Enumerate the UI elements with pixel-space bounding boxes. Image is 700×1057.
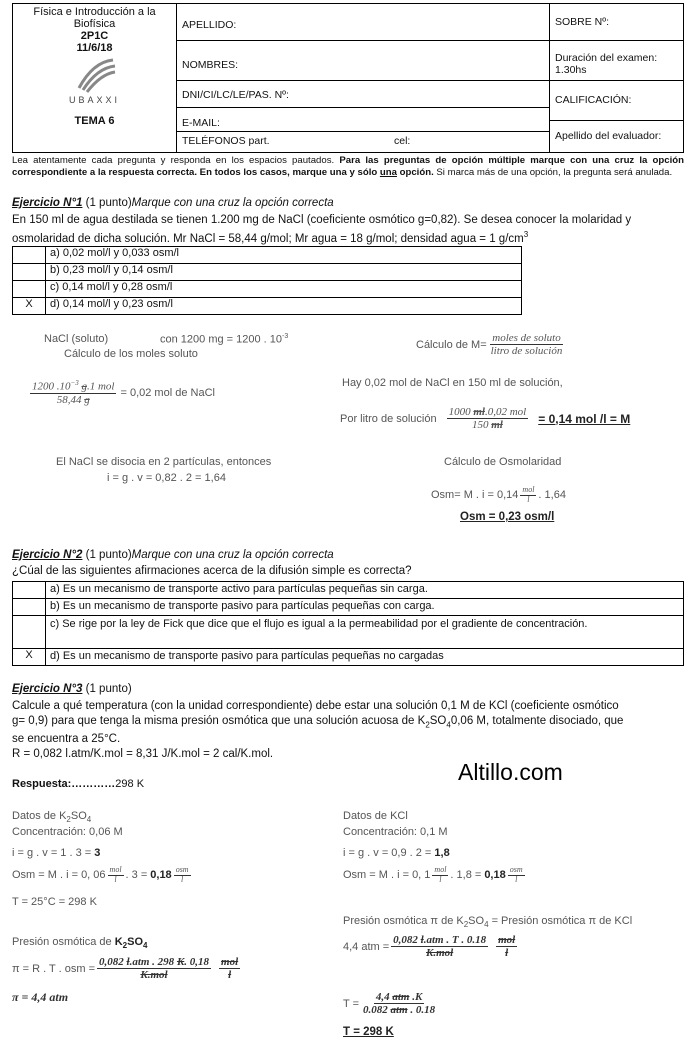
ej3-respuesta-value[interactable]: 298 K — [115, 778, 145, 790]
r-t-den-atm: atm — [390, 1004, 408, 1017]
ej1-title-line — [12, 197, 334, 209]
l-pi-u-num: mol — [221, 956, 239, 968]
course-cell — [13, 4, 177, 152]
l-osm-a: Osm = M . i = 0, 06 — [12, 869, 106, 882]
l-datos-sub2: 4 — [86, 815, 92, 825]
ej1-mark-a[interactable] — [13, 247, 46, 263]
instructions — [12, 155, 684, 179]
ej3-s2a: g= 0,9) para que tenga la misma presión osmótica que una solución acuosa de K — [12, 714, 426, 727]
r-osm-ud: l — [515, 874, 518, 884]
ej3-s3: se encuentra a 25°C. — [12, 733, 121, 746]
ej2-question: ¿Cúal de las siguientes afirmaciones acerca de la difusión simple es correcta? — [12, 565, 412, 577]
ej1-statement — [12, 213, 688, 246]
ej1-mark-c[interactable] — [13, 281, 46, 297]
w-i: i = g . v = 0,82 . 2 = 1,64 — [107, 472, 226, 484]
l-presion — [12, 936, 147, 950]
w-osm-den: l — [527, 494, 530, 504]
sobre-field: SOBRE Nº: — [549, 4, 683, 41]
ej1-mark-d[interactable]: X — [13, 298, 46, 314]
r-osm-fd: l — [439, 874, 442, 884]
telefonos-field[interactable] — [176, 132, 549, 152]
nombres-field[interactable]: NOMBRES: — [176, 41, 549, 81]
w-porlitro-label: Por litro de solución — [340, 412, 437, 425]
l-osm-b: . 3 = — [125, 869, 148, 882]
w-frac1-g: g — [81, 380, 87, 393]
telefonos-label: TELÉFONOS part. — [182, 135, 270, 147]
cel-label: cel: — [394, 135, 411, 147]
ej1-sup: 3 — [523, 229, 529, 239]
l-presion-c: SO — [127, 936, 144, 948]
r-osm-val: 0,18 — [484, 869, 506, 882]
w-calc-osm: Cálculo de Osmolaridad — [444, 456, 562, 468]
r-t-den-a: 0.082 — [363, 1004, 391, 1017]
ej2-title-line — [12, 549, 334, 561]
apellido-field[interactable]: APELLIDO: — [176, 4, 549, 41]
w-calcM-num: moles de soluto — [492, 332, 561, 344]
watermark: Altillo.com — [458, 759, 563, 785]
admin-data — [549, 4, 683, 152]
exam-date: 11/6/18 — [76, 42, 113, 54]
w-porlitro — [340, 406, 630, 431]
l-pi-u-den: l — [228, 969, 232, 982]
w-pl-res: = 0,14 mol /l = M — [538, 411, 631, 426]
l-i-text: i = g . v = 1 . 3 = — [12, 847, 95, 859]
r-eq-u-den: l — [505, 947, 509, 960]
l-datos-sub1: 2 — [66, 815, 71, 825]
w-frac1-exp: −3 — [70, 379, 79, 387]
ej1-title: Ejercicio N°1 — [12, 197, 83, 209]
w-pl-num-b: .0,02 mol — [484, 406, 527, 418]
l-pi-num-a: 0,082 — [99, 956, 124, 968]
ej1-statement-2: osmolaridad de dicha solución. Mr NaCl = 58,44 g/mol; Mr agua = 18 g/mol; densidad agua = 1 g/cm — [12, 232, 524, 245]
l-osm-fn: mol — [109, 865, 122, 874]
w-pl-num-a: 1000 — [448, 406, 471, 418]
l-pi-num-K: K — [176, 956, 185, 968]
r-eq-num-l: l — [420, 934, 424, 946]
r-eq-a: 4,4 atm = — [343, 940, 390, 953]
ej1-option-d[interactable] — [13, 298, 521, 314]
w-con-text: con 1200 mg = 1200 . 10 — [160, 333, 283, 346]
r-eq-num-a: 0,082 — [393, 934, 418, 946]
ej2-title: Ejercicio N°2 — [12, 549, 83, 561]
ej3-s2b: SO — [429, 714, 447, 727]
r-osm — [343, 866, 527, 885]
instructions-b: Para las preguntas de opción múltiple marque con una cruz la opción correspondiente a la respuesta correcta. En todos los casos, marque una y sólo — [12, 155, 684, 178]
ej3-s2sub1: 2 — [425, 719, 430, 729]
w-frac1-mol: .1 mol — [86, 380, 115, 393]
ej1-option-b[interactable] — [13, 264, 521, 281]
l-pi-num-b: .atm . 298 — [129, 956, 175, 968]
r-osm-b: . 1,8 = — [450, 869, 482, 882]
w-osm-b: . 1,64 — [538, 489, 566, 502]
ej3-title: Ejercicio N°3 — [12, 683, 83, 695]
l-osm-val: 0,18 — [150, 869, 172, 882]
ej1-mark-b[interactable] — [13, 264, 46, 280]
w-con — [160, 333, 288, 346]
ej1-option-c[interactable] — [13, 281, 521, 298]
r-i-val: 1,8 — [434, 847, 450, 859]
course-name: Física e Introducción a la Biofísica — [33, 6, 156, 30]
r-i-text: i = g . v = 0,9 . 2 = — [343, 847, 435, 859]
w-calcM-label: Cálculo de M= — [416, 338, 487, 351]
email-field[interactable]: E-MAIL: — [176, 108, 549, 132]
instructions-d: Si marca más de una opción, la pregunta será anulada. — [436, 167, 673, 178]
l-osm-ud: l — [181, 874, 184, 884]
l-datos — [12, 810, 91, 824]
w-frac1 — [28, 380, 215, 406]
w-disocia: El NaCl se disocia en 2 partículas, entonces — [56, 456, 272, 468]
calificacion: CALIFICACIÓN: — [549, 81, 683, 121]
ubaxxi-logo-icon — [73, 58, 117, 94]
ej2-option-a-text: a) Es un mecanismo de transporte activo para partículas pequeñas sin carga. — [50, 583, 428, 595]
instructions-una: una — [379, 167, 397, 178]
r-t-a: T = — [343, 997, 360, 1010]
l-i — [12, 847, 100, 859]
l-pi — [12, 956, 242, 981]
ej3-respuesta-label: Respuesta:………… — [12, 778, 116, 790]
ej3-s4: R = 0,082 l.atm/K.mol = 8,31 J/K.mol = 2 cal/K.mol. — [12, 747, 274, 760]
w-calcM-den: litro de solución — [490, 345, 563, 358]
r-eq-num-b: .atm . T . 0.18 — [423, 934, 487, 946]
l-datos-b: SO — [70, 810, 87, 822]
evaluador: Apellido del evaluador: — [555, 130, 662, 142]
ej2-option-d[interactable] — [13, 649, 683, 665]
l-i-val: 3 — [94, 847, 101, 859]
ej2-option-b-text: b) Es un mecanismo de transporte pasivo para partículas pequeñas con carga. — [50, 600, 435, 612]
w-osm-res: Osm = 0,23 osm/l — [460, 511, 555, 523]
w-osm-a: Osm= M . i = 0,14 — [431, 489, 519, 502]
r-eq-u-num: mol — [498, 934, 516, 946]
ej2-option-b[interactable] — [13, 599, 683, 616]
ej2-options — [12, 581, 684, 666]
ej2-mark-c[interactable] — [13, 616, 46, 648]
ej2-mark-d[interactable]: X — [13, 649, 46, 665]
l-pi-num-c: . 0,18 — [184, 956, 210, 968]
dni-field[interactable]: DNI/CI/LC/LE/PAS. Nº: — [176, 81, 549, 108]
r-eq-den: K.mol — [426, 947, 454, 960]
w-frac1-num: 1200 .10 — [32, 380, 71, 393]
ej1-options — [12, 246, 522, 315]
l-pi-a: π = R . T . osm = — [12, 962, 95, 975]
r-i — [343, 847, 450, 859]
ej1-points: (1 punto) — [85, 197, 132, 209]
l-T: T = 25°C = 298 K — [12, 896, 97, 908]
ej3-points: (1 punto) — [85, 683, 132, 695]
ej1-option-a[interactable] — [13, 247, 521, 264]
w-osm — [431, 486, 566, 505]
ej1-option-c-text: c) 0,14 mol/l y 0,28 osm/l — [50, 281, 173, 293]
w-frac1-den-g: g — [84, 393, 90, 406]
student-data — [176, 4, 550, 152]
w-pl-num-ml: ml — [473, 406, 485, 418]
ej1-option-a-text: a) 0,02 mol/l y 0,033 osm/l — [50, 247, 180, 259]
r-osm-fn: mol — [434, 865, 447, 874]
ej3-s1: Calcule a qué temperatura (con la unidad correspondiente) debe estar una solución 0,1 M de KCl (coeficiente osmótico — [12, 700, 619, 712]
r-t-den-b: . 0.18 — [407, 1004, 436, 1017]
ej3-s2c: 0,06 M, totalmente disociado, que — [450, 714, 624, 727]
r-osm-un: osm — [509, 865, 523, 874]
w-hay: Hay 0,02 mol de NaCl en 150 ml de solución, — [342, 377, 563, 389]
ej2-option-d-text: d) Es un mecanismo de transporte pasivo para partículas pequeñas no cargadas — [50, 650, 444, 662]
r-t-num-b: .K — [409, 991, 423, 1003]
ej3-respuesta — [12, 778, 144, 790]
l-osm-un: osm — [175, 865, 189, 874]
r-igual-a: Presión osmótica π de K — [343, 915, 464, 927]
w-nacl: NaCl (soluto) — [44, 333, 109, 345]
ej1-option-b-text: b) 0,23 mol/l y 0,14 osm/l — [50, 264, 173, 276]
l-presion-a: Presión osmótica de — [12, 936, 115, 948]
ej1-statement-1: En 150 ml de agua destilada se tienen 1.200 mg de NaCl (coeficiente osmótico g=0,82). Se desea conocer la molaridad y — [12, 214, 632, 226]
r-datos: Datos de KCl — [343, 810, 408, 822]
w-frac1-den: 58,44 — [56, 393, 82, 406]
duracion: Duración del examen: 1.30hs — [549, 41, 683, 81]
l-conc: Concentración: 0,06 M — [12, 826, 123, 838]
w-con-exp: -3 — [282, 333, 289, 340]
w-pl-den-ml: ml — [491, 419, 503, 432]
ej2-points: (1 punto) — [85, 549, 132, 561]
r-t — [343, 991, 439, 1016]
r-conc: Concentración: 0,1 M — [343, 826, 448, 838]
r-eq — [343, 934, 519, 959]
r-igual-sub1: 2 — [463, 920, 469, 930]
l-presion-b: K — [114, 936, 123, 948]
ej2-mark-a[interactable] — [13, 582, 46, 598]
l-pi-res: π = 4,4 atm — [12, 990, 69, 1004]
ej1-task: Marque con una cruz la opción correcta — [131, 197, 334, 209]
r-igual-c: = Presión osmótica π de KCl — [488, 915, 633, 927]
l-pi-num-l: l — [126, 956, 130, 968]
ej2-option-c[interactable] — [13, 616, 683, 649]
instructions-a: Lea atentamente cada pregunta y responda en los espacios pautados. — [12, 155, 335, 166]
r-igual-b: SO — [468, 915, 485, 927]
r-t-num-atm: atm — [392, 991, 410, 1003]
course-code: 2P1C — [80, 30, 109, 42]
l-osm — [12, 866, 193, 885]
r-igual-sub2: 4 — [484, 920, 489, 930]
logo-text: UBAXXI — [68, 95, 120, 105]
ej1-option-d-text: d) 0,14 mol/l y 0,23 osm/l — [50, 298, 173, 310]
instructions-c: opción. — [399, 167, 434, 178]
ej3-s2sub2: 4 — [446, 719, 451, 729]
ej2-mark-b[interactable] — [13, 599, 46, 615]
l-presion-sub1: 2 — [122, 941, 128, 951]
l-datos-a: Datos de K — [12, 810, 67, 822]
ej2-task: Marque con una cruz la opción correcta — [131, 549, 334, 561]
r-t-res: T = 298 K — [343, 1026, 394, 1038]
exam-header — [12, 3, 684, 153]
r-osm-a: Osm = M . i = 0, 1 — [343, 869, 431, 882]
w-osm-num: mol — [522, 485, 535, 494]
l-osm-fd: l — [114, 874, 117, 884]
w-frac1-res: = 0,02 mol de NaCl — [120, 386, 215, 399]
w-calc-moles: Cálculo de los moles soluto — [64, 348, 198, 360]
ej2-option-c-text: c) Se rige por la ley de Fick que dice que el flujo es igual a la permeabilidad por el gradiente de concentración. — [50, 618, 588, 630]
r-t-num: 4,4 — [375, 991, 393, 1003]
l-pi-den: K.mol — [140, 969, 168, 982]
ej3-statement — [12, 699, 688, 761]
l-presion-sub2: 4 — [143, 941, 148, 951]
w-pl-den-a: 150 — [471, 419, 489, 432]
r-igual — [343, 915, 632, 929]
ej3-title-line — [12, 683, 132, 695]
ej2-option-a[interactable] — [13, 582, 683, 599]
w-calcM — [416, 332, 566, 357]
tema: TEMA 6 — [74, 115, 115, 127]
